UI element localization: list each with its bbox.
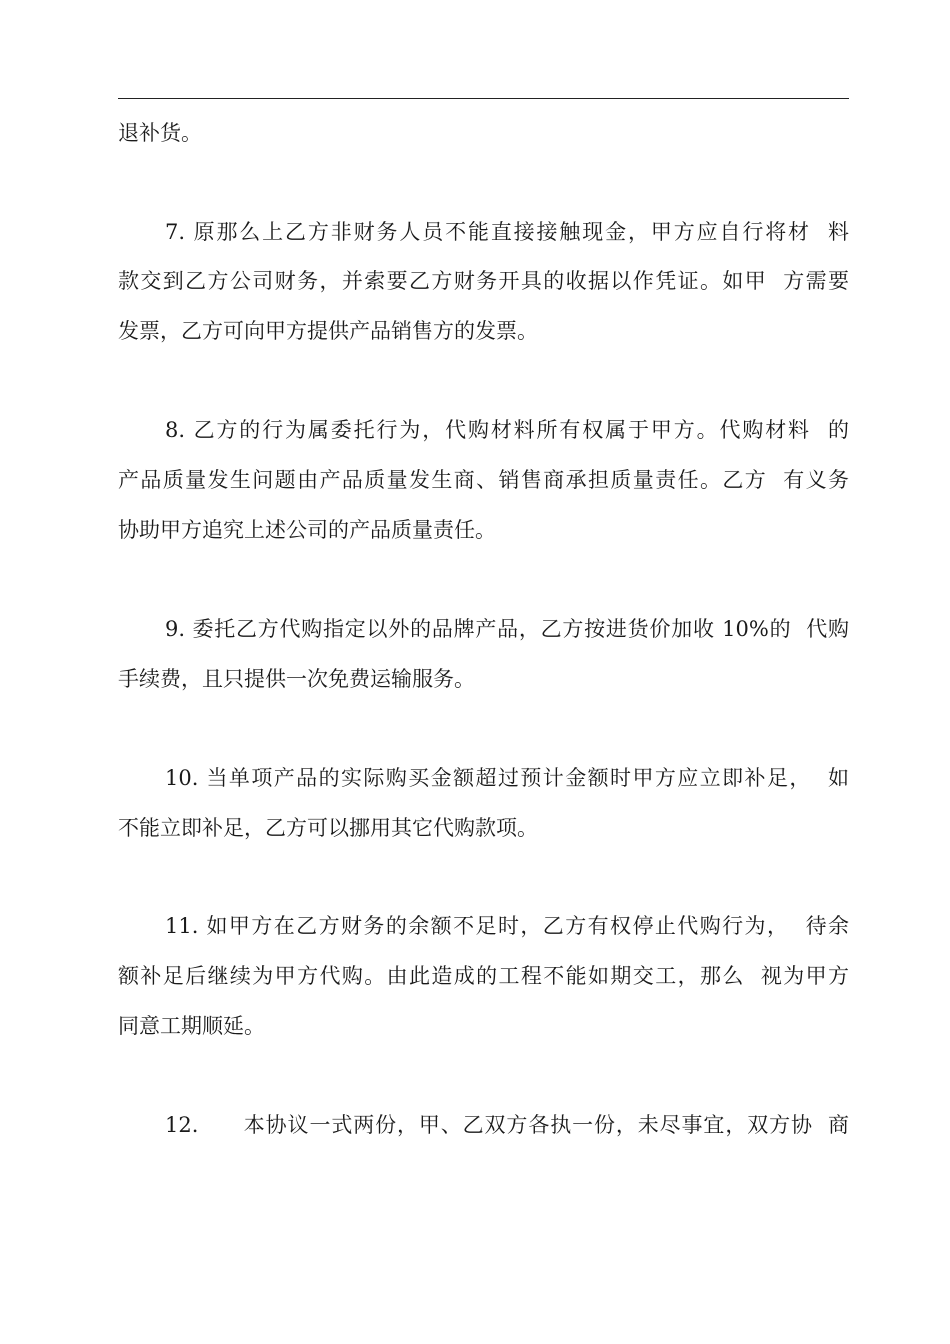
- clause-line: 7. 原那么上乙方非财务人员不能直接接触现金，甲方应自行将材 料: [165, 220, 849, 244]
- clause-line: 额补足后继续为甲方代购。由此造成的工程不能如期交工，那么 视为甲方: [118, 964, 849, 988]
- clause-line: 不能立即补足，乙方可以挪用其它代购款项。: [118, 816, 538, 840]
- clause-line: 9. 委托乙方代购指定以外的品牌产品，乙方按进货价加收 10%的 代购: [165, 617, 849, 641]
- clause-line: 11. 如甲方在乙方财务的余额不足时，乙方有权停止代购行为， 待余: [165, 914, 849, 938]
- clause-line: 12. 本协议一式两份，甲、乙双方各执一份，未尽事宜，双方协 商: [165, 1113, 849, 1137]
- clause-line: 同意工期顺延。: [118, 1014, 265, 1038]
- clause-line: 款交到乙方公司财务，并索要乙方财务开具的收据以作凭证。如甲 方需要: [118, 269, 849, 293]
- clause-line: 发票，乙方可向甲方提供产品销售方的发票。: [118, 319, 538, 343]
- clause-line: 协助甲方追究上述公司的产品质量责任。: [118, 518, 496, 542]
- clause-line: 10. 当单项产品的实际购买金额超过预计金额时甲方应立即补足， 如: [165, 766, 849, 790]
- clause-line: 8. 乙方的行为属委托行为，代购材料所有权属于甲方。代购材料 的: [165, 418, 849, 442]
- header-rule: [118, 98, 849, 99]
- continuation-text: 退补货。: [118, 121, 202, 145]
- clause-line: 产品质量发生问题由产品质量发生商、销售商承担质量责任。乙方 有义务: [118, 468, 849, 492]
- clause-line: 手续费，且只提供一次免费运输服务。: [118, 667, 475, 691]
